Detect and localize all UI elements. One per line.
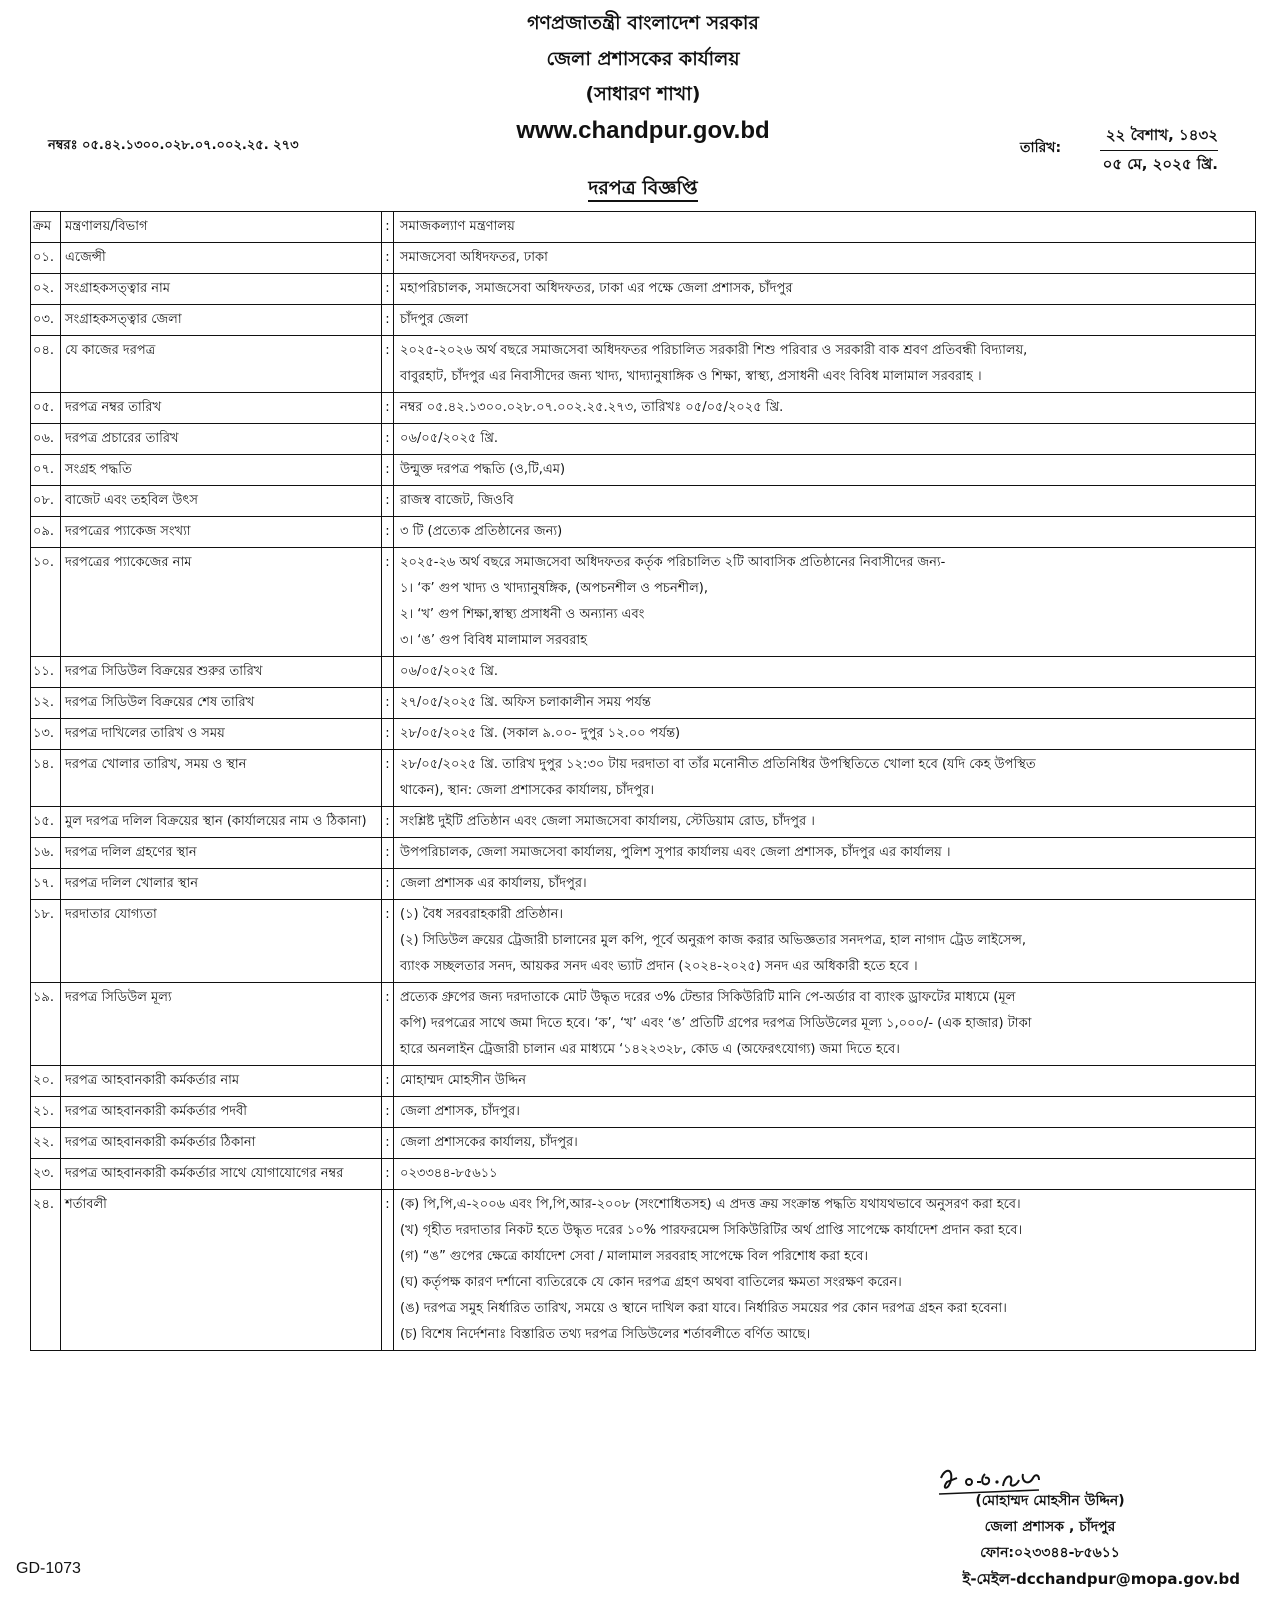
tender-table — [30, 211, 1256, 1351]
table-row — [31, 719, 1256, 750]
row-value-line: রাজস্ব বাজেট, জিওবি — [400, 493, 514, 508]
row-number: ১৭. — [31, 869, 61, 900]
row-separator: : — [382, 750, 394, 807]
row-value-line: নম্বর ০৫.৪২.১৩০০.০২৮.০৭.০০২.২৫.২৭৩, তারিখঃ ০৫/০৫/২০২৫ খ্রি. — [400, 400, 784, 415]
row-value — [394, 900, 1256, 983]
table-row — [31, 212, 1256, 243]
gd-code: GD-1073 — [16, 1560, 81, 1577]
row-number: ০৩. — [31, 305, 61, 336]
row-value-line: ৩। ‘ঙ’ গুপ বিবিধ মালামাল সরবরাহ — [400, 633, 587, 648]
row-number: ২৪. — [31, 1190, 61, 1351]
table-row — [31, 1190, 1256, 1351]
row-number: ১৮. — [31, 900, 61, 983]
row-label: দরপত্র খোলার তারিখ, সময় ও স্থান — [61, 750, 382, 807]
date-label: তারিখ: — [1020, 140, 1062, 156]
row-value-line: জেলা প্রশাসক, চাঁদপুর। — [400, 1104, 520, 1119]
row-value — [394, 517, 1256, 548]
table-row — [31, 869, 1256, 900]
table-row — [31, 807, 1256, 838]
row-value — [394, 212, 1256, 243]
row-value — [394, 807, 1256, 838]
row-separator: : — [382, 838, 394, 869]
row-value-line: চাঁদপুর জেলা — [400, 312, 469, 327]
row-number: ১৪. — [31, 750, 61, 807]
row-value — [394, 455, 1256, 486]
row-label: দরপত্রের প্যাকেজের নাম — [61, 548, 382, 657]
row-number: ০৪. — [31, 336, 61, 393]
row-number: ১৯. — [31, 983, 61, 1066]
row-value-line: উন্মুক্ত দরপত্র পদ্ধতি (ও,টি,এম) — [400, 462, 566, 477]
table-row — [31, 486, 1256, 517]
row-separator: : — [382, 486, 394, 517]
row-value — [394, 719, 1256, 750]
row-value — [394, 1190, 1256, 1351]
row-value-line: জেলা প্রশাসকের কার্যালয়, চাঁদপুর। — [400, 1135, 578, 1150]
row-value-line: (ঙ) দরপত্র সমুহ নির্ধারিত তারিখ, সময়ে ও স্থানে দাখিল করা যাবে। নির্ধারিত সময়ের পর কোন দরপত্র গ্রহন করা হবেনা। — [400, 1301, 1007, 1316]
table-row — [31, 750, 1256, 807]
row-value-line: প্রত্যেক গ্রুপের জন্য দরদাতাকে মোট উদ্ধৃত দরের ৩% টেন্ডার সিকিউরিটি মানি পে-অর্ডার বা ব্যাংক ড্রাফটের মাধ্যমে (মূল — [400, 990, 1016, 1005]
row-value — [394, 1066, 1256, 1097]
notice-title-wrap — [0, 174, 1286, 206]
row-value-line: মহাপরিচালক, সমাজসেবা অধিদফতর, ঢাকা এর পক্ষে জেলা প্রশাসক, চাঁদপুর — [400, 281, 793, 296]
govt-name: গণপ্রজাতন্ত্রী বাংলাদেশ সরকার — [527, 12, 759, 34]
table-row — [31, 1097, 1256, 1128]
table-row — [31, 336, 1256, 393]
row-value-line: (ক) পি,পি,এ-২০০৬ এবং পি,পি,আর-২০০৮ (সংশোধিতসহ) এ প্রদত্ত ক্রয় সংক্রান্ত পদ্ধতি যথাযথভাবে অনুসরণ করা হবে। — [400, 1197, 1021, 1212]
row-value — [394, 243, 1256, 274]
row-label: দরপত্র দলিল খোলার স্থান — [61, 869, 382, 900]
row-label: দরপত্র দাখিলের তারিখ ও সময় — [61, 719, 382, 750]
row-value-line: সমাজসেবা অধিদফতর, ঢাকা — [400, 250, 548, 265]
row-value — [394, 1159, 1256, 1190]
row-number: ২৩. — [31, 1159, 61, 1190]
table-row — [31, 1159, 1256, 1190]
row-value-line: উপপরিচালক, জেলা সমাজসেবা কার্যালয়, পুলিশ সুপার কার্যালয় এবং জেলা প্রশাসক, চাঁদপুর এর কার্যালয় । — [400, 845, 951, 860]
row-value-line: (খ) গৃহীত দরদাতার নিকট হতে উদ্ধৃত দরের ১০% পারফরমেন্স সিকিউরিটির অর্থ প্রাপ্তি সাপেক্ষে কার্যাদেশ প্রদান করা হবে। — [400, 1223, 1023, 1238]
row-number: ১৬. — [31, 838, 61, 869]
table-row — [31, 688, 1256, 719]
row-label: দরপত্র নম্বর তারিখ — [61, 393, 382, 424]
row-separator: : — [382, 548, 394, 657]
row-value — [394, 688, 1256, 719]
row-separator: : — [382, 243, 394, 274]
row-value — [394, 750, 1256, 807]
row-separator: : — [382, 1190, 394, 1351]
row-value — [394, 983, 1256, 1066]
row-value-line: ৩ টি (প্রত্যেক প্রতিষ্ঠানের জন্য) — [400, 524, 563, 539]
row-label: শর্তাবলী — [61, 1190, 382, 1351]
section-name: (সাধারণ শাখা) — [585, 83, 701, 105]
row-separator: : — [382, 869, 394, 900]
row-value — [394, 657, 1256, 688]
row-number: ০৬. — [31, 424, 61, 455]
row-value-line: (গ) “ঙ” গুপের ক্ষেত্রে কার্যাদেশ সেবা / মালামাল সরবরাহ সাপেক্ষে বিল পরিশোধ করা হবে। — [400, 1249, 869, 1264]
row-value-line: (চ) বিশেষ নির্দেশনাঃ বিস্তারিত তথ্য দরপত্র সিডিউলের শর্তাবলীতে বর্ণিত আছে। — [400, 1327, 811, 1342]
table-row — [31, 455, 1256, 486]
row-value — [394, 393, 1256, 424]
table-row — [31, 1066, 1256, 1097]
row-value — [394, 424, 1256, 455]
row-number: ১১. — [31, 657, 61, 688]
table-row — [31, 900, 1256, 983]
row-value-line: ব্যাংক সচ্ছলতার সনদ, আয়কর সনদ এবং ভ্যাট প্রদান (২০২৪-২০২৫) সনদ এর অধিকারী হতে হবে । — [400, 959, 918, 974]
website-url: www.chandpur.gov.bd — [516, 117, 770, 144]
row-value-line: (১) বৈধ সরবরাহকারী প্রতিষ্ঠান। — [400, 907, 564, 922]
row-separator: : — [382, 1066, 394, 1097]
row-separator: : — [382, 807, 394, 838]
row-value-line: থাকেন), স্থান: জেলা প্রশাসকের কার্যালয়, চাঁদপুর। — [400, 783, 655, 798]
table-row — [31, 983, 1256, 1066]
table-row — [31, 424, 1256, 455]
row-label: দরপত্র সিডিউল বিক্রয়ের শুরুর তারিখ — [61, 657, 382, 688]
row-value-line: মোহাম্মদ মোহসীন উদ্দিন — [400, 1073, 526, 1088]
row-value — [394, 548, 1256, 657]
row-value — [394, 838, 1256, 869]
row-value — [394, 869, 1256, 900]
row-value-line: সংশ্লিষ্ট দুইটি প্রতিষ্ঠান এবং জেলা সমাজসেবা কার্যালয়, স্টেডিয়াম রোড, চাঁদপুর । — [400, 814, 815, 829]
row-value-line: জেলা প্রশাসক এর কার্যালয়, চাঁদপুর। — [400, 876, 587, 891]
date-bangla: ২২ বৈশাখ, ১৪৩২ — [1100, 124, 1218, 151]
row-separator: : — [382, 212, 394, 243]
row-number: ২২. — [31, 1128, 61, 1159]
table-row — [31, 517, 1256, 548]
row-value — [394, 305, 1256, 336]
row-separator: : — [382, 455, 394, 486]
row-label: এজেন্সী — [61, 243, 382, 274]
table-row — [31, 548, 1256, 657]
row-label: দরপত্র আহবানকারী কর্মকর্তার পদবী — [61, 1097, 382, 1128]
row-number: ১৫. — [31, 807, 61, 838]
row-value-line: কপি) দরপত্রের সাথে জমা দিতে হবে। ‘ক’, ‘খ’ এবং ‘ঙ’ প্রতিটি গ্রপের দরপত্র সিডিউলের মূল্য ১,০০০/- (এক হাজার) টাকা — [400, 1016, 1032, 1031]
row-value-line: ২৮/০৫/২০২৫ খ্রি. তারিখ দুপুর ১২:৩০ টায় দরদাতা বা তাঁর মনোনীত প্রতিনিধির উপস্থিতিতে খোলা হবে (যদি কেহ উপস্থিত — [400, 757, 1036, 772]
row-label: সংগ্রাহকসত্ত্বার জেলা — [61, 305, 382, 336]
officer-name: (মোহাম্মদ মোহসীন উদ্দিন) — [975, 1493, 1125, 1509]
row-value-line: (ঘ) কর্তৃপক্ষ কারণ দর্শানো ব্যতিরেকে যে কোন দরপত্র গ্রহণ অথবা বাতিলের ক্ষমতা সংরক্ষণ করেন। — [400, 1275, 902, 1290]
row-label: দরদাতার যোগ্যতা — [61, 900, 382, 983]
row-number: ক্রম — [31, 212, 61, 243]
row-value-line: ০৬/০৫/২০২৫ খ্রি. — [400, 664, 498, 679]
row-number: ০২. — [31, 274, 61, 305]
row-separator: : — [382, 1159, 394, 1190]
row-value-line: সমাজকল্যাণ মন্ত্রণালয় — [400, 219, 515, 234]
row-number: ০৯. — [31, 517, 61, 548]
row-number: ০৫. — [31, 393, 61, 424]
row-separator: : — [382, 274, 394, 305]
date-english: ০৫ মে, ২০২৫ খ্রি. — [1102, 155, 1218, 173]
row-separator: : — [382, 305, 394, 336]
row-separator: : — [382, 336, 394, 393]
row-value-line: ০৬/০৫/২০২৫ খ্রি. — [400, 431, 498, 446]
table-row — [31, 1128, 1256, 1159]
officer-email: ই-মেইল-dcchandpur@mopa.gov.bd — [962, 1570, 1240, 1588]
officer-phone: ফোন:০২৩৩৪৪-৮৫৬১১ — [980, 1545, 1120, 1561]
table-row — [31, 274, 1256, 305]
row-label: দরপত্র আহবানকারী কর্মকর্তার ঠিকানা — [61, 1128, 382, 1159]
row-value — [394, 1097, 1256, 1128]
row-label: দরপত্র দলিল গ্রহণের স্থান — [61, 838, 382, 869]
row-label: দরপত্র সিডিউল বিক্রয়ের শেষ তারিখ — [61, 688, 382, 719]
row-number: ০৮. — [31, 486, 61, 517]
row-value — [394, 1128, 1256, 1159]
table-row — [31, 393, 1256, 424]
table-row — [31, 657, 1256, 688]
row-label: যে কাজের দরপত্র — [61, 336, 382, 393]
row-separator: : — [382, 1128, 394, 1159]
officer-designation: জেলা প্রশাসক , চাঁদপুর — [984, 1519, 1116, 1535]
row-value-line: ২৭/০৫/২০২৫ খ্রি. অফিস চলাকালীন সময় পর্যন্ত — [400, 695, 651, 710]
row-label: সংগ্রাহকসত্ত্বার নাম — [61, 274, 382, 305]
row-label: বাজেট এবং তহবিল উৎস — [61, 486, 382, 517]
row-label: দরপত্র সিডিউল মূল্য — [61, 983, 382, 1066]
row-value-line: ২। ‘খ’ গুপ শিক্ষা,স্বাস্থ্য প্রসাধনী ও অন্যান্য এবং — [400, 607, 645, 622]
table-row — [31, 838, 1256, 869]
row-value — [394, 486, 1256, 517]
row-value-line: ১। ‘ক’ গুপ খাদ্য ও খাদ্যানুষঙ্গিক, (অপচনশীল ও পচনশীল), — [400, 581, 708, 596]
table-row — [31, 305, 1256, 336]
table-row — [31, 243, 1256, 274]
row-number: ১২. — [31, 688, 61, 719]
memo-number: নম্বরঃ ০৫.৪২.১৩০০.০২৮.০৭.০০২.২৫. ২৭৩ — [48, 138, 299, 153]
row-value-line: হারে অনলাইন ট্রেজারী চালান এর মাধ্যমে ‘১৪২২৩২৮, কোড এ (অফেরৎযোগ্য) জমা দিতে হবে। — [400, 1042, 900, 1057]
row-separator: : — [382, 688, 394, 719]
row-separator: : — [382, 983, 394, 1066]
row-number: ২১. — [31, 1097, 61, 1128]
row-separator: : — [382, 1097, 394, 1128]
row-label: মুল দরপত্র দলিল বিক্রয়ের স্থান (কার্যালয়ের নাম ও ঠিকানা) — [61, 807, 382, 838]
row-value-line: ০২৩৩৪৪-৮৫৬১১ — [400, 1166, 498, 1181]
row-separator: : — [382, 900, 394, 983]
row-number: ১০. — [31, 548, 61, 657]
row-value-line: বাবুরহাট, চাঁদপুর এর নিবাসীদের জন্য খাদ্য, খাদ্যানুষাঙ্গিক ও শিক্ষা, স্বাস্থ্য, প্রসাধনী এবং বিবিধ মালামাল সরবরাহ । — [400, 369, 982, 384]
row-value-line: ২০২৫-২০২৬ অর্থ বছরে সমাজসেবা অধিদফতর পরিচালিত সরকারী শিশু পরিবার ও সরকারী বাক শ্রবণ প্রতিবন্ধী বিদ্যালয়, — [400, 343, 1028, 358]
row-separator: : — [382, 424, 394, 455]
row-label: সংগ্রহ পদ্ধতি — [61, 455, 382, 486]
row-value — [394, 336, 1256, 393]
row-value-line: (২) সিডিউল ক্রয়ের ট্রেজারী চালানের মুল কপি, পূর্বে অনুরূপ কাজ করার অভিজ্ঞতার সনদপত্র, হাল নাগাদ ট্রেড লাইসেন্স, — [400, 933, 1026, 948]
tender-table-body — [31, 212, 1256, 1351]
row-separator: : — [382, 517, 394, 548]
row-separator — [382, 657, 394, 688]
row-number: ০৭. — [31, 455, 61, 486]
row-value-line: ২০২৫-২৬ অর্থ বছরে সমাজসেবা অধিদফতর কর্তৃক পরিচালিত ২টি আবাসিক প্রতিষ্ঠানের নিবাসীদের জন্য- — [400, 555, 946, 570]
notice-title: দরপত্র বিজ্ঞপ্তি — [588, 177, 697, 202]
row-separator: : — [382, 393, 394, 424]
row-value — [394, 274, 1256, 305]
row-number: ১৩. — [31, 719, 61, 750]
office-name: জেলা প্রশাসকের কার্যালয় — [546, 48, 740, 70]
row-label: দরপত্র প্রচারের তারিখ — [61, 424, 382, 455]
row-label: দরপত্র আহবানকারী কর্মকর্তার নাম — [61, 1066, 382, 1097]
row-label: মন্ত্রণালয়/বিভাগ — [61, 212, 382, 243]
row-label: দরপত্র আহবানকারী কর্মকর্তার সাথে যোগাযোগের নম্বর — [61, 1159, 382, 1190]
row-number: ২০. — [31, 1066, 61, 1097]
row-label: দরপত্রের প্যাকেজ সংখ্যা — [61, 517, 382, 548]
row-number: ০১. — [31, 243, 61, 274]
row-separator: : — [382, 719, 394, 750]
row-value-line: ২৮/০৫/২০২৫ খ্রি. (সকাল ৯.০০- দুপুর ১২.০০ পর্যন্ত) — [400, 726, 681, 741]
